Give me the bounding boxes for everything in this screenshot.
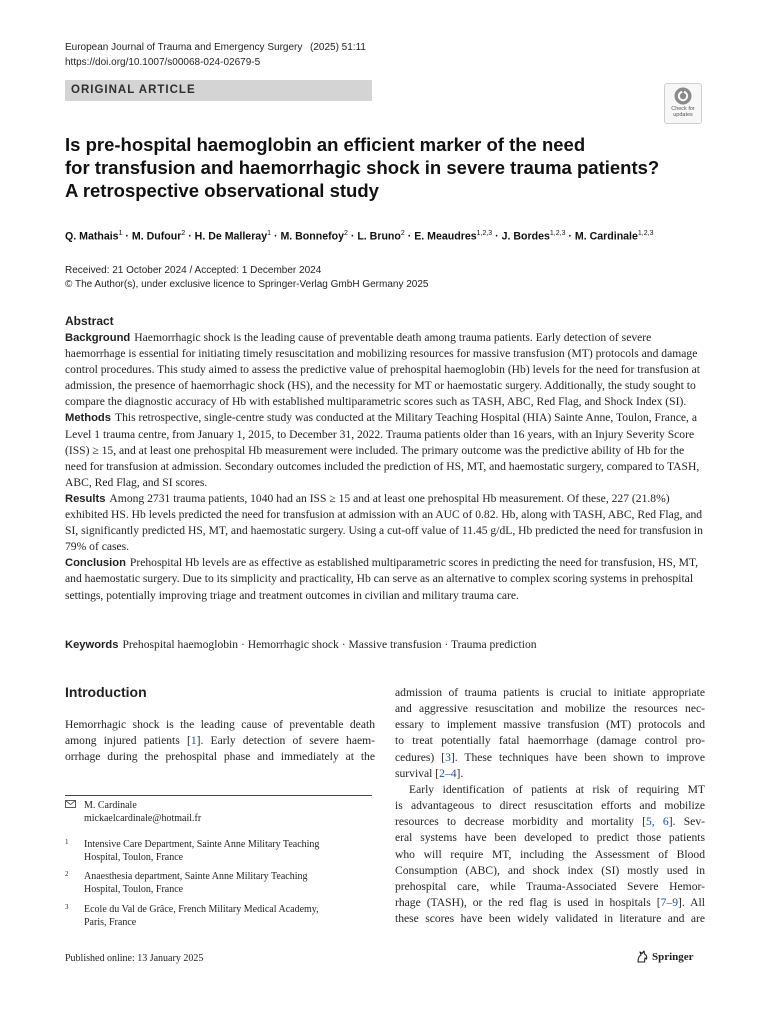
text-line: orrhage during the prehospital phase and immediately at the (65, 750, 375, 764)
introduction-heading: Introduction (65, 684, 147, 700)
published-online: Published online: 13 January 2025 (65, 953, 204, 964)
section-text: Prehospital Hb levels are as effective as established multiparametric scores in predicting the need for transfusion, HS, MT, and haemostatic surgery. Due to its simplicity and practicality, Hb can serve as an alternative to complex scoring systems in prehospital settings, potentially improving triage and treatment outcomes in civilian and military trauma care. (65, 556, 699, 602)
introduction-left-column (65, 717, 375, 765)
envelope-icon (65, 800, 76, 808)
abstract-heading: Abstract (65, 314, 114, 328)
abstract-background (65, 330, 705, 410)
section-text: Haemorrhagic shock is the leading cause of preventable death among trauma patients. Early detection of severe haemorrhage is essential for initiating timely resuscitation and mobilizing resources for massive transfusion (MT) protocols and damage control procedures. This study aimed to assess the predictive value of prehospital haemoglobin (Hb) levels for the need for transfusion at admission, the presence of haemorrhagic shock (HS), and the necessity for MT or haemostatic surgery. Additionally, the study sought to compare the diagnostic accuracy of Hb with established multiparametric scores such as TASH, ABC, Red Flag, and Shock Index (SI). (65, 331, 701, 409)
text-line: among injured patients [1]. Early detection of severe haem- (65, 734, 375, 748)
author-name[interactable]: M. Dufour (131, 230, 182, 243)
citation-link[interactable]: 7–9 (660, 896, 679, 910)
title-line: for transfusion and haemorrhagic shock in severe trauma patients? (65, 157, 660, 178)
year-volume: (2025) 51:11 (310, 42, 366, 53)
text-line: resources to decrease morbidity and mortality [5, 6]. Sev- (395, 815, 705, 829)
author-name[interactable]: M. Cardinale (574, 230, 638, 243)
affiliation-line: Anaesthesia department, Sainte Anne Military Teaching (84, 871, 308, 882)
affiliation-line: Ecole du Val de Grâce, French Military Medical Academy, (84, 904, 319, 915)
author-affiliation: 2 (181, 230, 186, 237)
author-affiliation: 1,2,3 (549, 230, 566, 237)
received-accepted: Received: 21 October 2024 / Accepted: 1 December 2024 (65, 265, 322, 276)
text-line: to treat potentially fatal haemorrhage (damage control pro- (395, 734, 705, 748)
section-label: Conclusion (65, 557, 126, 570)
author-name[interactable]: L. Bruno (357, 230, 401, 243)
citation-link[interactable]: 2–4 (439, 766, 457, 780)
section-label: Background (65, 332, 131, 344)
author-affiliation: 1 (267, 230, 272, 237)
abstract-results (65, 491, 705, 555)
text-line: who will require MT, including the Assessment of Blood (395, 847, 705, 861)
author-affiliation: 1 (118, 230, 123, 237)
journal-name: European Journal of Trauma and Emergency Surgery (65, 42, 303, 53)
author-affiliation: 2 (400, 230, 405, 237)
article-dates (65, 264, 428, 292)
citation-link[interactable]: 3 (445, 750, 451, 764)
text-line: eral systems have been developed to predict those patients (395, 831, 705, 845)
title-line: Is pre-hospital haemoglobin an efficient marker of the need (65, 134, 586, 155)
author-affiliation: 1,2,3 (637, 230, 654, 237)
affiliation-line: Hospital, Toulon, France (84, 852, 184, 863)
text-line: admission of trauma patients is crucial to initiate appropriate (395, 686, 705, 699)
citation-link[interactable]: 5, 6 (645, 815, 669, 829)
keywords-label: Keywords (65, 639, 119, 651)
author-name[interactable]: J. Bordes (501, 230, 550, 243)
footnote-divider (65, 795, 372, 796)
author-name[interactable]: M. Bonnefoy (280, 230, 344, 243)
abstract-body (65, 330, 705, 604)
check-updates-line1: Check for (671, 106, 695, 112)
text-line: and aggressive resuscitation and mobilize the resources nec- (395, 702, 705, 716)
citation-link[interactable]: 1 (190, 734, 197, 748)
title-line: A retrospective observational study (65, 180, 379, 201)
keywords (65, 637, 537, 653)
article-type-badge: ORIGINAL ARTICLE (65, 80, 372, 101)
check-updates-icon (674, 87, 692, 105)
check-for-updates-button[interactable] (664, 83, 702, 124)
text-line: survival [2–4]. (395, 766, 464, 780)
affiliation-line: Paris, France (84, 917, 137, 928)
author-affiliation: 2 (344, 230, 348, 237)
text-line: rhage (TASH), or the red flag is used in hospitals [7–9]. All (395, 896, 705, 910)
corresponding-author: M. Cardinale (84, 800, 137, 811)
text-line: these scores have been widely validated in literature and are (395, 912, 705, 926)
publisher-logo (636, 950, 694, 963)
author-name[interactable]: H. De Malleray (194, 230, 268, 243)
author-list: Q. Mathais$^1$ · M. Dufour$^2$ · H. De Malleray$^1$ · M. Bonnefoy$^2$ · L. Bruno$^2$ · E. Meaudres$^{1,2,3}$ · J. Bordes$^{1,2,3}$ · M. Cardinale$^{1,2,3}$ (65, 230, 654, 243)
corresponding-email[interactable]: mickaelcardinale@hotmail.fr (84, 813, 202, 824)
check-updates-line2: updates (673, 112, 693, 118)
affiliation-line: Intensive Care Department, Sainte Anne Military Teaching (84, 839, 320, 850)
author-name[interactable]: Q. Mathais (65, 230, 119, 243)
text-line: Early identification of patients at risk of requiring MT (409, 782, 705, 796)
section-text: Among 2731 trauma patients, 1040 had an ISS ≥ 15 and at least one prehospital Hb measurement. Of these, 227 (21.8%) exhibited HS. Hb levels predicted the need for transfusion at admission with an AUC of 0.82. Hb, along with TASH, ABC, Red Flag, and SI, significantly predicted HS, MT, and haemostatic surgery. Using a cut-off value of 11.45 g/dL, Hb predicted the need for transfusion in 79% of cases. (65, 491, 703, 554)
author-name[interactable]: E. Meaudres (414, 230, 477, 243)
abstract-conclusion (65, 555, 705, 603)
affiliation-number: 1 (65, 838, 69, 846)
text-line: is advantageous to direct resuscitation efforts and mobilize (395, 799, 705, 813)
introduction-right-column (395, 685, 705, 927)
text-line: Consumption (ABC), and shock index (SI) mostly used in (395, 863, 705, 877)
publisher-name: Springer (652, 950, 694, 963)
affiliation-line: Hospital, Toulon, France (84, 884, 184, 895)
section-label: Results (65, 492, 106, 505)
text-line: essary to implement massive transfusion (MT) protocols and (395, 718, 705, 732)
abstract-methods (65, 410, 705, 490)
keywords-text: Prehospital haemoglobin · Hemorrhagic shock · Massive transfusion · Trauma prediction (122, 638, 537, 651)
article-title (65, 133, 705, 202)
text-line: Hemorrhagic shock is the leading cause of preventable death (65, 718, 375, 731)
journal-header (65, 40, 366, 70)
doi-link[interactable]: https://doi.org/10.1007/s00068-024-02679-5 (65, 57, 261, 68)
section-text: This retrospective, single-centre study was conducted at the Military Teaching Hospital (HIA) Sainte Anne, Toulon, France, a Level 1 trauma centre, from January 1, 2015, to December 31, 2022. Trauma patients older than 16 years, with an Injury Severity Score (ISS) ≥ 15, and at least one prehospital Hb measurement were included. The primary outcome was the predictive ability of Hb for the need for transfusion at admission. Secondary outcomes included the prediction of HS, MT, and haemostatic surgery, compared to TASH, ABC, Red Flag, and SI scores. (65, 411, 700, 489)
text-line: cedures) [3]. These techniques have been shown to improve (395, 750, 705, 764)
copyright: © The Author(s), under exclusive licence to Springer-Verlag GmbH Germany 2025 (65, 279, 429, 290)
springer-horse-icon (636, 950, 648, 963)
affiliation-number: 2 (65, 870, 69, 878)
section-label: Methods (65, 412, 111, 425)
text-line: prehospital care, while Trauma-Associated Severe Hemor- (395, 879, 705, 893)
author-affiliation: 1,2,3 (476, 230, 493, 237)
affiliation-number: 3 (65, 903, 69, 911)
